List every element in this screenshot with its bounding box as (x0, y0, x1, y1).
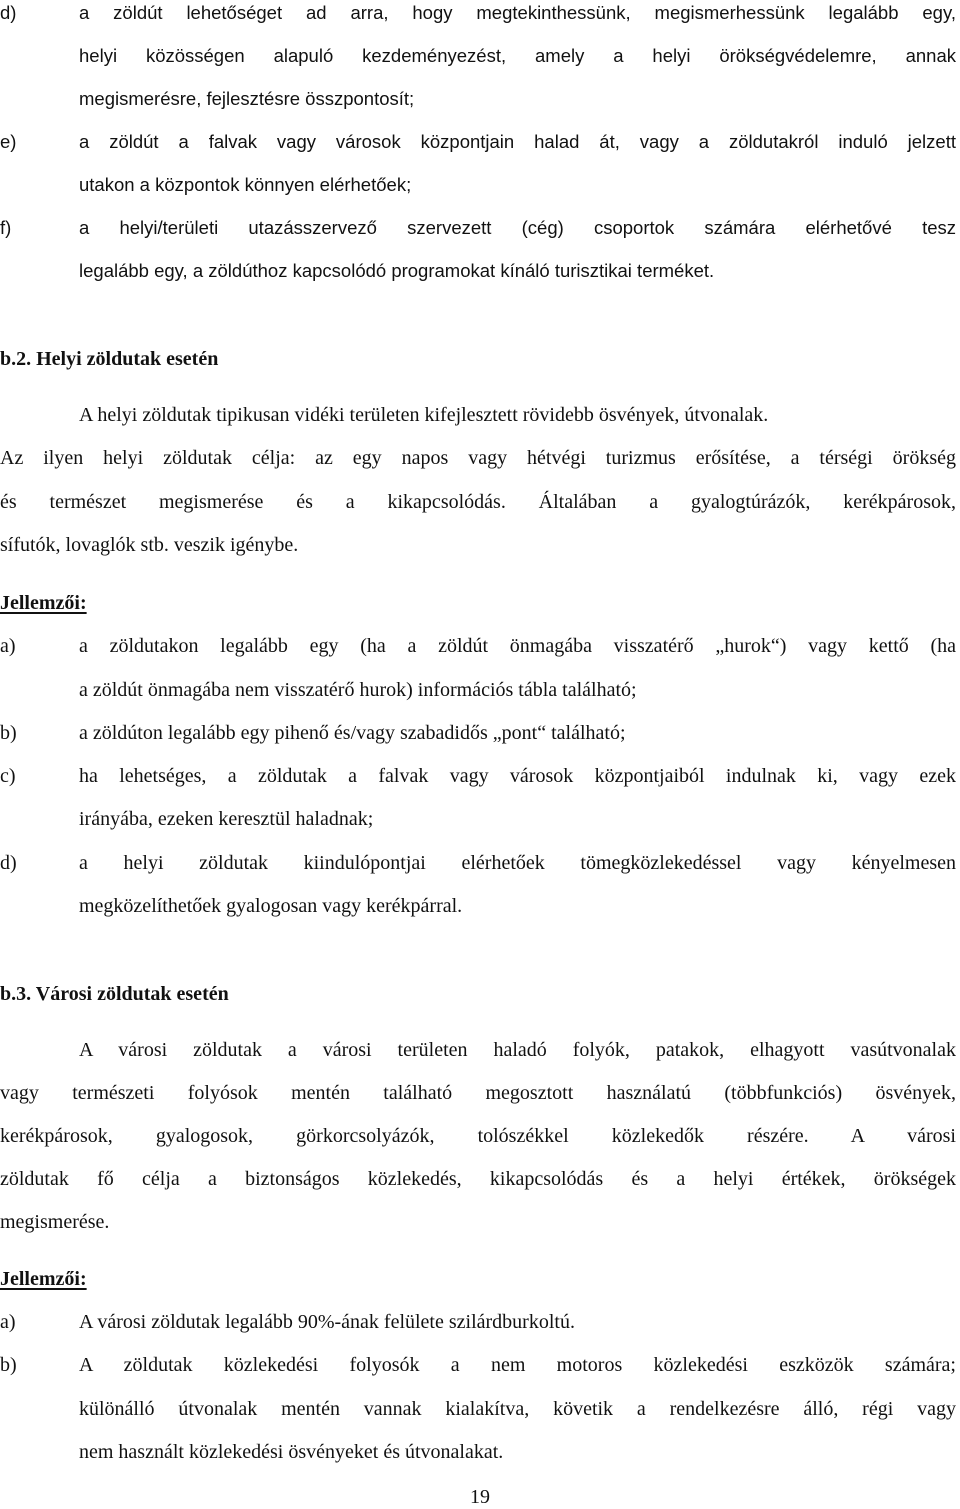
paragraph-line: megismerése. (0, 1211, 110, 1233)
list-text: A városi zöldutak legalább 90%-ának felülete szilárdburkoltú. (79, 1311, 575, 1333)
section-heading-b2 (0, 346, 218, 372)
list-label: d) (0, 2, 17, 23)
features-heading: Jellemzői: (0, 1268, 87, 1290)
features-heading: Jellemzői: (0, 592, 87, 614)
paragraph-line: zöldutak fő célja a biztonságos közlekedés, kikapcsolódás és a helyi értékek, örökségek (0, 1168, 956, 1190)
list-text: utakon a központok könnyen elérhetőek; (79, 174, 412, 195)
list-text: irányába, ezeken keresztül haladnak; (79, 808, 374, 830)
list-line (0, 1352, 956, 1378)
list-line (0, 0, 956, 26)
list-text: nem használt közlekedési ösvényeket és útvonalakat. (79, 1441, 504, 1463)
list-text: különálló útvonalak mentén vannak kialakítva, követik a rendelkezésre álló, régi vagy (79, 1398, 956, 1420)
list-line (0, 763, 956, 789)
list-label: a) (0, 635, 16, 657)
page-number: 19 (470, 1486, 490, 1508)
list-text: legalább egy, a zöldúthoz kapcsolódó programokat kínáló turisztikai terméket. (79, 260, 715, 281)
paragraph-line: és természet megismerése és a kikapcsolódás. Általában a gyalogtúrázók, kerékpárosok, (0, 491, 956, 513)
list-text: a zöldút a falvak vagy városok központjain halad át, vagy a zöldutakról induló jelzett (79, 131, 956, 152)
list-label: e) (0, 131, 17, 152)
list-line (0, 850, 956, 876)
paragraph-line: Az ilyen helyi zöldutak célja: az egy napos vagy hétvégi turizmus erősítése, a térségi örökség (0, 447, 956, 469)
heading-text: Városi zöldutak esetén (31, 983, 229, 1005)
list-label: b) (0, 722, 17, 744)
list-text: a zöldút önmagába nem visszatérő hurok) információs tábla található; (79, 679, 637, 701)
paragraph-line: A városi zöldutak a városi területen haladó folyók, patakok, elhagyott vasútvonalak (79, 1039, 956, 1061)
list-text: a helyi/területi utazásszervező szervezett (cég) csoportok számára elérhetővé tesz (79, 217, 956, 238)
paragraph-line: A helyi zöldutak tipikusan vidéki területen kifejlesztett rövidebb ösvények, útvonalak. (79, 404, 769, 426)
heading-text: Helyi zöldutak esetén (31, 348, 219, 370)
list-line (0, 633, 956, 659)
list-text: a helyi zöldutak kiindulópontjai elérhetőek tömegközlekedéssel vagy kényelmesen (79, 852, 956, 874)
list-label: b) (0, 1354, 17, 1376)
list-text: megközelíthetőek gyalogosan vagy kerékpárral. (79, 895, 463, 917)
list-text: a zöldút lehetőséget ad arra, hogy megtekinthessünk, megismerhessünk legalább egy, (79, 2, 956, 23)
list-line (0, 43, 956, 69)
list-label: d) (0, 852, 17, 874)
paragraph-line: vagy természeti folyósok mentén található megosztott használatú (többfunkciós) ösvények, (0, 1082, 956, 1104)
heading-number: b.2. (0, 348, 32, 370)
list-text: a zöldutakon legalább egy (ha a zöldút önmagába visszatérő „hurok“) vagy kettő (ha (79, 635, 956, 657)
list-text: ha lehetséges, a zöldutak a falvak vagy városok központjaiból indulnak ki, vagy ezek (79, 765, 956, 787)
list-label: f) (0, 217, 12, 238)
list-line (0, 129, 956, 155)
list-line (0, 215, 956, 241)
list-text: A zöldutak közlekedési folyosók a nem motoros közlekedési eszközök számára; (79, 1354, 956, 1376)
list-line (0, 1396, 956, 1422)
section-heading-b3 (0, 981, 229, 1007)
paragraph-line: kerékpárosok, gyalogosok, görkorcsolyázók, tolószékkel közlekedők részére. A városi (0, 1125, 956, 1147)
list-label: c) (0, 765, 16, 787)
paragraph-line: sífutók, lovaglók stb. veszik igénybe. (0, 534, 299, 556)
list-label: a) (0, 1311, 16, 1333)
list-text: a zöldúton legalább egy pihenő és/vagy szabadidős „pont“ található; (79, 722, 626, 744)
heading-number: b.3. (0, 983, 32, 1005)
list-text: megismerésre, fejlesztésre összpontosít; (79, 88, 415, 109)
list-text: helyi közösségen alapuló kezdeményezést, amely a helyi örökségvédelemre, annak (79, 45, 956, 66)
